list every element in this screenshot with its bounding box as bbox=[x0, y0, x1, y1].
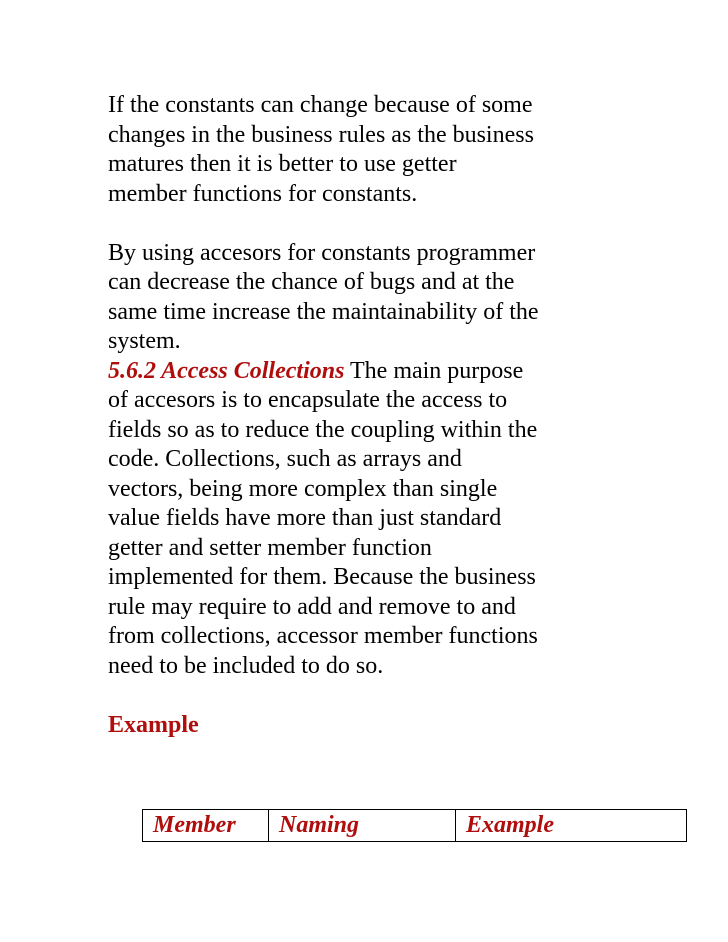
text-line bbox=[108, 357, 628, 387]
text-line: code. Collections, such as arrays and bbox=[108, 446, 462, 472]
column-header-member: Member bbox=[143, 810, 269, 842]
document-page bbox=[108, 91, 628, 740]
paragraph-accessors-constants bbox=[108, 239, 628, 357]
example-heading: Example bbox=[108, 711, 199, 738]
text-line: need to be included to do so. bbox=[108, 652, 384, 679]
section-heading-access-collections: 5.6.2 Access Collections bbox=[108, 357, 345, 384]
paragraph-getter-constants bbox=[108, 91, 628, 209]
text-line: of accesors is to encapsulate the access to bbox=[108, 387, 508, 413]
text-line: By using accesors for constants programmer bbox=[108, 239, 536, 266]
paragraph-spacer bbox=[108, 209, 628, 239]
text-line: If the constants can change because of some bbox=[108, 92, 533, 118]
text-line: getter and setter member function bbox=[108, 534, 432, 561]
text-line: system. bbox=[108, 328, 181, 354]
text-line: from collections, accessor member functions bbox=[108, 623, 538, 649]
text-line: value fields have more than just standard bbox=[108, 505, 502, 531]
text-line: member functions for constants. bbox=[108, 180, 418, 207]
text-line: can decrease the chance of bugs and at the bbox=[108, 269, 515, 295]
text-line: same time increase the maintainability of the bbox=[108, 298, 539, 325]
text-line: vectors, being more complex than single bbox=[108, 475, 498, 502]
text-line: implemented for them. Because the business bbox=[108, 564, 536, 590]
table-header-row bbox=[143, 810, 687, 842]
example-table-wrapper bbox=[142, 809, 687, 842]
column-header-example: Example bbox=[456, 810, 687, 842]
text-fragment: The main purpose bbox=[344, 357, 524, 384]
text-line: matures then it is better to use getter bbox=[108, 151, 457, 177]
text-line: rule may require to add and remove to and bbox=[108, 593, 516, 620]
column-header-naming: Naming bbox=[269, 810, 456, 842]
text-line: changes in the business rules as the business bbox=[108, 121, 534, 148]
paragraph-spacer bbox=[108, 681, 628, 711]
text-line: fields so as to reduce the coupling within the bbox=[108, 416, 538, 443]
example-table bbox=[142, 809, 687, 842]
paragraph-access-collections bbox=[108, 357, 628, 682]
